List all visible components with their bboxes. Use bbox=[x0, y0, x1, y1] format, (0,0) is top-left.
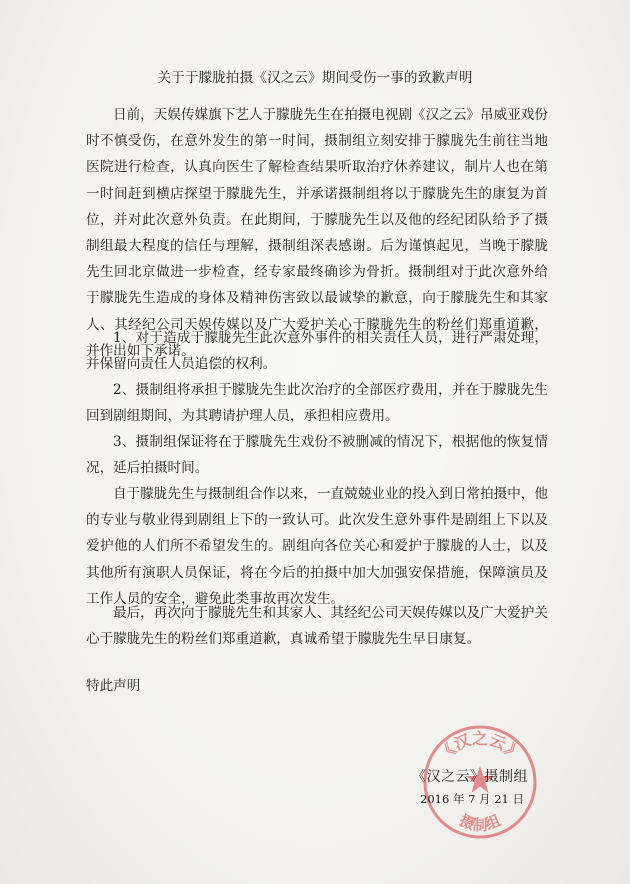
svg-text:摄制组 bbox=[457, 811, 503, 834]
signature-date: 2016 年 7 月 21 日 bbox=[420, 792, 524, 806]
closing-statement: 特此声明 bbox=[86, 678, 141, 694]
seal-text-top: 《汉之云》 bbox=[434, 729, 526, 765]
paragraph-promise-2: 2、摄制组将承担于朦胧先生此次治疗的全部医疗费用，并在于朦胧先生回到剧组期间，为其聘请护理人员，承担相应费用。 bbox=[86, 382, 548, 425]
signature-organization: 《汉之云》摄制组 bbox=[412, 769, 528, 785]
paragraph-promise-3: 3、摄制组保证将在于朦胧先生戏份不被删减的情况下，根据他的恢复情况，延后拍摄时间。 bbox=[86, 434, 548, 477]
paragraph-promise-1: 1、对于造成于朦胧先生此次意外事件的相关责任人员，进行严肃处理，并保留向责任人员追偿的权利。 bbox=[86, 330, 548, 373]
paragraph-intro: 日前，天娱传媒旗下艺人于朦胧先生在拍摄电视剧《汉之云》吊威亚戏份时不慎受伤，在意外发生的第一时间，摄制组立刻安排于朦胧先生前往当地医院进行检查，认真向医生了解检查结果听取治疗休养建议，制片人也在第一时间赶到横店探望于朦胧先生，并承诺摄制组将以于朦胧先生的康复为首位，并对此次意外负责。在此期间，于朦胧先生以及他的经纪团队给予了摄制组最大程度的信任与理解，摄制组深表感谢。后为谨慎起见，当晚于朦胧先生回北京做进一步检查，经专家最终确诊为骨折。摄制组对于此次意外给于朦胧先生造成的身体及精神伤害致以最诚挚的歉意，向于朦胧先生和其家人、其经纪公司天娱传媒以及广大爱护关心于朦胧先生的粉丝们郑重道歉，并作出如下承诺。 bbox=[86, 107, 548, 359]
svg-text:《汉之云》 bbox=[435, 729, 525, 765]
document-title: 关于于朦胧拍摄《汉之云》期间受伤一事的致歉声明 bbox=[157, 70, 473, 86]
paragraph-cooperation: 自于朦胧先生与摄制组合作以来，一直兢兢业业的投入到日常拍摄中，他的专业与敬业得到剧组上下的一致认可。此次发生意外事件是剧组上下以及爱护他的人们所不希望发生的。剧组向各位关心和爱护于朦胧的人士，以及其他所有演职人员保证，将在今后的拍摄中加大加强安保措施，保障演员及工作人员的安全，避免此类事故再次发生。 bbox=[86, 486, 548, 607]
seal-text-bottom: 摄制组 bbox=[456, 811, 504, 834]
paragraph-final-apology: 最后，再次向于朦胧先生和其家人、其经纪公司天娱传媒以及广大爱护关心于朦胧先生的粉丝们郑重道歉，真诚希望于朦胧先生早日康复。 bbox=[86, 605, 548, 648]
